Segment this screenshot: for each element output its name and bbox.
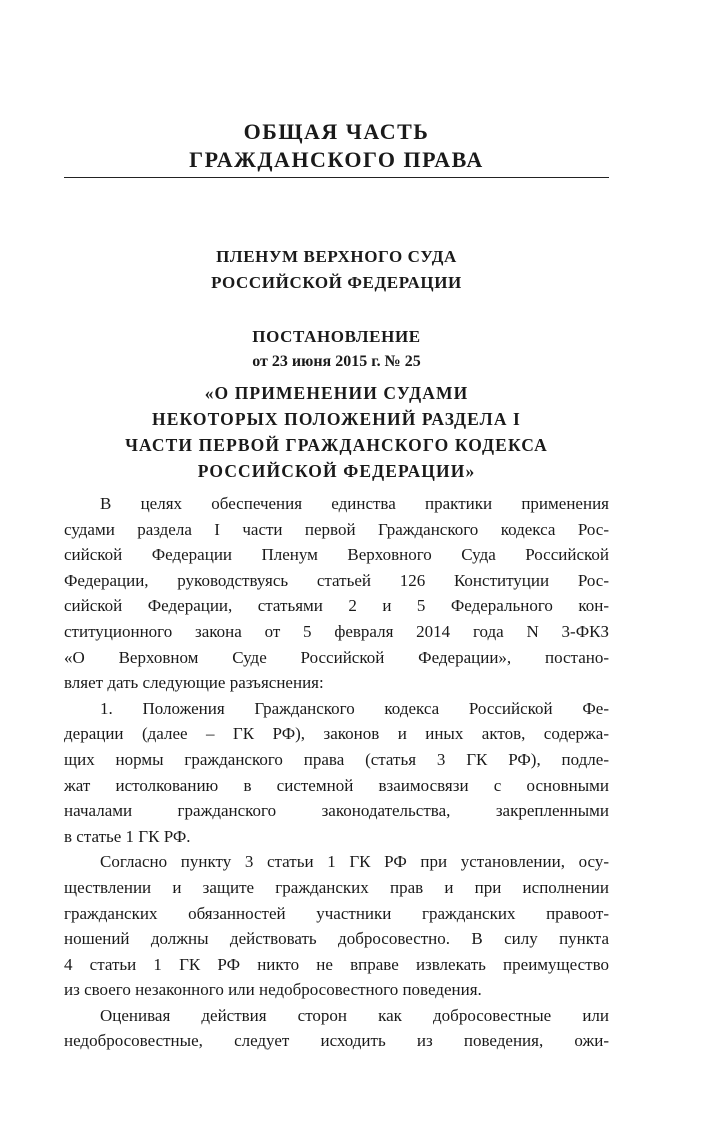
decree-label: ПОСТАНОВЛЕНИЕ — [252, 327, 421, 346]
decree-title — [64, 380, 609, 484]
body-line: Федерации, руководствуясь статьей 126 Конституции Рос- — [64, 570, 609, 590]
body-line: щих нормы гражданского права (статья 3 ГК РФ), подле- — [64, 749, 609, 769]
body-line: ществлении и защите гражданских прав и при исполнении — [64, 877, 609, 897]
body-line: из своего незаконного или недобросовестного поведения. — [64, 980, 482, 1000]
body-line: 1. Положения Гражданского кодекса Российской Фе- — [100, 698, 609, 718]
body-line: ституционного закона от 5 февраля 2014 года N 3-ФКЗ — [64, 621, 609, 641]
section-title-line-1: ОБЩАЯ ЧАСТЬ — [243, 119, 430, 144]
body-text — [64, 491, 609, 1054]
decree-title-line-1: «О ПРИМЕНЕНИИ СУДАМИ — [204, 383, 469, 403]
body-line: недобросовестные, следует исходить из поведения, ожи- — [64, 1031, 609, 1051]
body-line: жат истолкованию в системной взаимосвязи с основными — [64, 775, 609, 795]
body-line: сийской Федерации Пленум Верховного Суда Российской — [64, 545, 609, 565]
court-heading-line-2: РОССИЙСКОЙ ФЕДЕРАЦИИ — [211, 273, 462, 292]
section-divider — [64, 177, 609, 178]
body-line: сийской Федерации, статьями 2 и 5 Федерального кон- — [64, 596, 609, 616]
body-line: В целях обеспечения единства практики применения — [100, 494, 609, 513]
body-line: «О Верховном Суде Российской Федерации», постано- — [64, 647, 609, 667]
section-title-line-2: ГРАЖДАНСКОГО ПРАВА — [189, 147, 484, 172]
body-line: в статье 1 ГК РФ. — [64, 826, 191, 846]
body-line: Согласно пункту 3 статьи 1 ГК РФ при установлении, осу- — [100, 852, 609, 872]
decree-title-line-3: ЧАСТИ ПЕРВОЙ ГРАЖДАНСКОГО КОДЕКСА — [125, 435, 548, 455]
body-line: судами раздела I части первой Гражданского кодекса Рос- — [64, 519, 609, 539]
body-line: Оценивая действия сторон как добросовестные или — [100, 1005, 609, 1025]
body-line: ношений должны действовать добросовестно. В силу пункта — [64, 929, 609, 949]
court-heading — [64, 244, 609, 296]
decree-title-line-4: РОССИЙСКОЙ ФЕДЕРАЦИИ» — [197, 461, 476, 481]
body-line: началами гражданского законодательства, закрепленными — [64, 801, 609, 821]
body-line: 4 статьи 1 ГК РФ никто не вправе извлекать преимущество — [64, 954, 609, 974]
body-line: дерации (далее – ГК РФ), законов и иных актов, содержа- — [64, 724, 609, 744]
decree-date: от 23 июня 2015 г. № 25 — [252, 353, 421, 370]
body-line: гражданских обязанностей участники гражданских правоот- — [64, 903, 609, 923]
section-title — [64, 118, 609, 174]
court-heading-line-1: ПЛЕНУМ ВЕРХНОГО СУДА — [216, 247, 457, 266]
decree-title-line-2: НЕКОТОРЫХ ПОЛОЖЕНИЙ РАЗДЕЛА I — [152, 409, 521, 429]
body-line: вляет дать следующие разъяснения: — [64, 673, 324, 693]
